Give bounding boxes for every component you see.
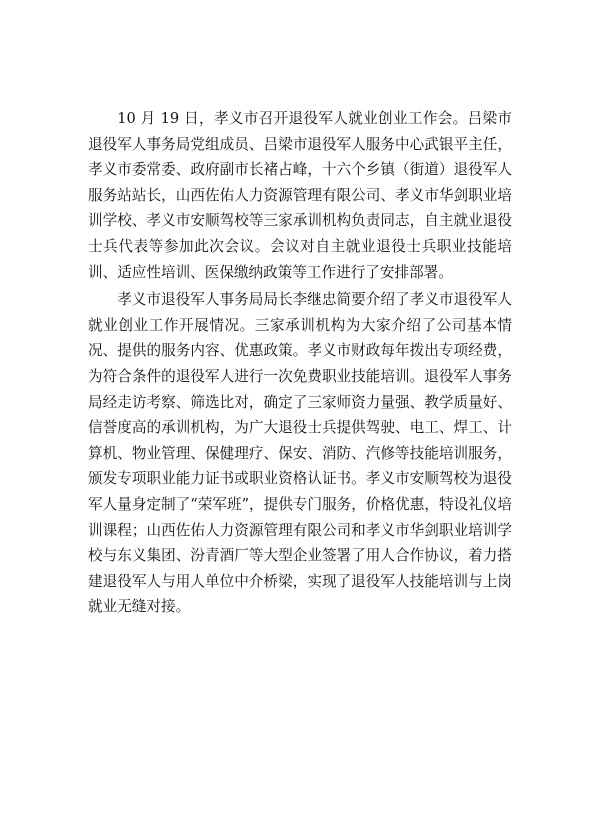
paragraph-1: 10 月 19 日，孝义市召开退役军人就业创业工作会。吕梁市退役军人事务局党组成员、吕梁市退役军人服务中心武银平主任，孝义市委常委、政府副市长褚占峰，十六个乡镇（街道）退役军人服务站站长，山西佐佑人力资源管理有限公司、孝义市华剑职业培训学校、孝义市安顺驾校等三家承训机构负责同志，自主就业退役士兵代表等参加此次会议。会议对自主就业退役士兵职业技能培训、适应性培训、医保缴纳政策等工作进行了安排部署。 — [88, 110, 512, 281]
paragraph-2: 孝义市退役军人事务局局长李继忠简要介绍了孝义市退役军人就业创业工作开展情况。三家承训机构为大家介绍了公司基本情况、提供的服务内容、优惠政策。孝义市财政每年拨出专项经费，为符合条件的退役军人进行一次免费职业技能培训。退役军人事务局经走访考察、筛选比对，确定了三家师资力量强、教学质量好、信誉度高的承训机构，为广大退役士兵提供驾驶、电工、焊工、计算机、物业管理、保健理疗、保安、消防、汽修等技能培训服务，颁发专项职业能力证书或职业资格认证书。孝义市安顺驾校为退役军人量身定制了“荣军班”，提供专门服务，价格优惠，特设礼仪培训课程；山西佐佑人力资源管理有限公司和孝义市华剑职业培训学校与东义集团、汾青酒厂等大型企业签署了用人合作协议，着力搭建退役军人与用人单位中介桥梁，实现了退役军人技能培训与上岗就业无缝对接。 — [88, 291, 512, 616]
article-body — [88, 106, 512, 620]
